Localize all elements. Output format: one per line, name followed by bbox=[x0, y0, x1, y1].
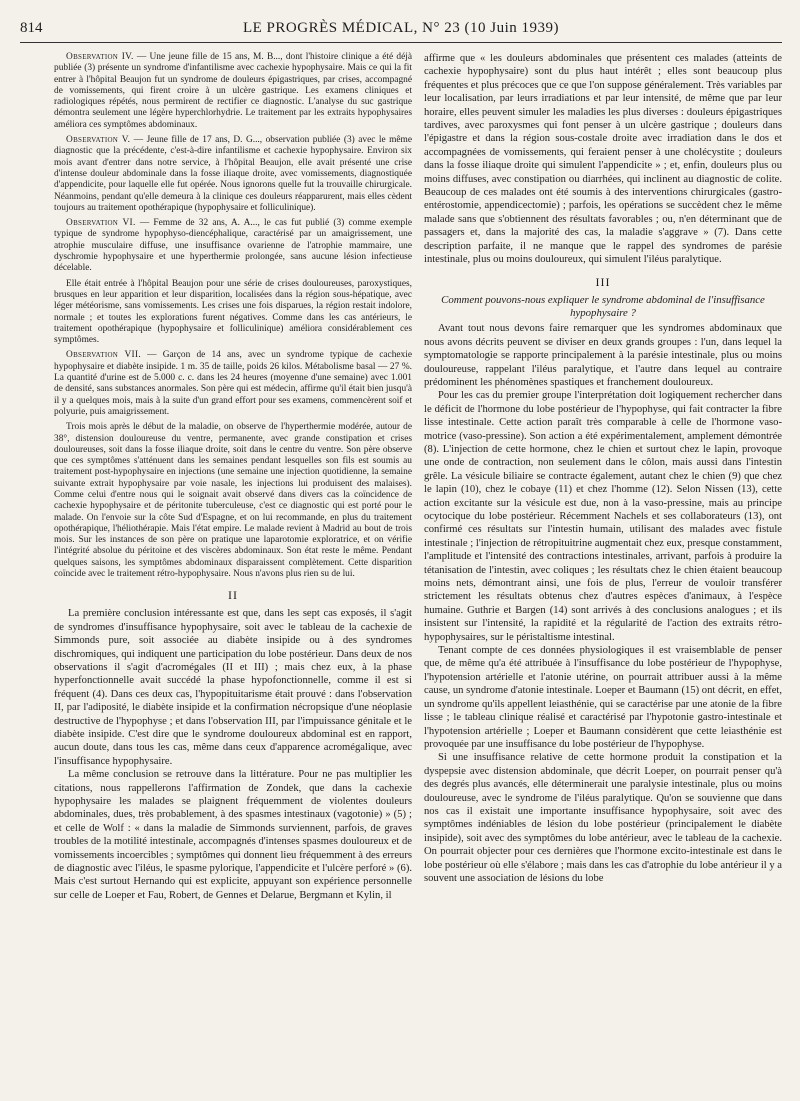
section-2-paragraph-1: La première conclusion intéressante est que, dans les sept cas exposés, il s'agit de syndromes d'insuffisance hypophysaire, soit avec le tableau de la cachexie de Simmonds pure, soit associée au diabète insipide ou à des syndromes dischromiques, qui indiquent une participation du lobe postérieur. Dans deux de nos observations il s'agit d'acromégales (II et III) ; mais chez eux, à la phase hyperfonctionnelle avait succédé la phase hypofonctionnelle, comme il est si fréquent (4). Dans ces deux cas, l'hypopituitarisme était prouvé : dans l'observation II, par l'adiposité, le diabète insipide et la confirmation nécropsique d'une néoplasie destructive de l'hypophyse ; et dans l'observation III, par l'impuissance génitale et le diabète insipide. C'est dire que le syndrome douloureux abdominal est en rapport, aucun doute, dans tous les cas, même dans ceux d'apparence acromégalique, avec l'insuffisance hypophysaire. bbox=[54, 608, 412, 767]
observation-6-text: — Femme de 32 ans, A. A..., le cas fut publié (3) comme exemple typique de syndrome hypophyso-diencéphalique, caractérisé par un amaigrissement, une atrophie musculaire diffuse, une insuffisance ovarienne de l'atrophie mammaire, une dyschromie hypophysaire et une hyperthermie prolongée, sans aucune lésion infectieuse décelable. bbox=[54, 218, 412, 274]
observation-4-label: Observation IV. bbox=[66, 52, 134, 62]
observation-5-text: — Jeune fille de 17 ans, D. G..., observation publiée (3) avec le même diagnostic que la précédente, c'est-à-dire infantilisme et cachexie hypophysaire. Environ six mois avant d'entrer dans notre service, à l'hôpital Beaujon, elle avait présenté une crise d'intense douleur abdominale dans la fosse iliaque droite, avec vomissements, diagnostiquée d'appendicite, pour laquelle elle fut opérée. Nous ignorons quelle fut la trouvaille chirurgicale. Néanmoins, pendant qu'elle demeura à la clinique ces douleurs réapparurent, mais elles cèdent toujours au traitement opothérapique (hypophysaire et folliculinique). bbox=[54, 135, 412, 213]
section-2-paragraph-2: La même conclusion se retrouve dans la littérature. Pour ne pas multiplier les citations, nous rappellerons l'affirmation de Zondek, que dans la cachexie hypophysaire les malades se plaignent fréquemment de violentes douleurs abdominales, dues, très probablement, à des spasmes intestinaux (vagotonie) » (5) ; et celle de Wolf : « dans la maladie de Simmonds surviennent, parfois, de graves troubles de la motilité intestinale, accompagnés d'intenses spasmes douloureux et de vomissements incoercibles ; symptômes qui donnent lieu fréquemment à des erreurs de diagnostic avec l'iléus, le spasme pylorique, l'appendicite et l'ulcère perforé » (6). Mais c'est surtout Hernando qui est explicite, appuyant son expérience personnelle sur celle de Loeper et Fau, Robert, de Gennes et Delarue, Bergmann et Kylin, il bbox=[54, 769, 412, 901]
running-title: LE PROGRÈS MÉDICAL, N° 23 (10 Juin 1939) bbox=[242, 20, 559, 36]
section-3-paragraph-2: Pour les cas du premier groupe l'interprétation doit logiquement rechercher dans le déficit de l'hormone du lobe postérieur de l'hypophyse, qui fait contracter la fibre lisse intestinale. Cette action paraît très comparable à celle de l'hormone vaso-motrice (vaso-pressine). Son action a été expérimentalement, amplement démontrée (8). L'injection de cette hormone, chez le chien et surtout chez le lapin, provoque une onde de contraction, non seulement dans le côlon, mais aussi dans l'intestin grêle. La vésicule biliaire se contracte également, autant chez le chien (9) que chez le lapin (10), chez le cobaye (11) et chez l'homme (12). Selon Nissen (13), cette action excitante sur la vésicule est due, non à la vaso-pressine, mais au principe ocytocique du lobe postérieur. Récemment Nachels et ses collaborateurs (13), ont confirmé ces résultats sur l'intestin humain, utilisant des malades avec fistule intestinale ; l'injection de rétropituitrine augmentait chez eux, presque constamment, l'amplitude et l'intensité des contractions intestinales, arrivant, parfois à produire la tétanisation de l'intestin, avec coliques ; les résultats chez le chien étaient beaucoup moins nets, démontrant ainsi, une fois de plus, l'erreur de vouloir transférer strictement les résultats obtenus chez d'autres espèces d'animaux, à l'espèce humaine. Guthrie et Bargen (14) sont arrivés à des conclusions analogues ; et ils insistent sur l'intensité, la rapidité et la régularité de l'action des extraits rétro-hypophysaires, sur le péristaltisme intestinal. bbox=[424, 390, 782, 643]
observation-7-label: Observation VII. bbox=[66, 350, 142, 361]
observation-5-label: Observation V. bbox=[66, 135, 131, 146]
observation-4-text: — Une jeune fille de 15 ans, M. B..., dont l'histoire clinique a été déjà publiée (3) présente un syndrome d'infantilisme avec cachexie hypophysaire. Mais ce qui la fit entrer à l'hôpital Beaujon fut un syndrome de douleurs épigastriques, par crises, accompagné de vomissements, qui firent croire à un ulcère gastrique. Les examens cliniques et radiologiques répétés, nous permirent de rectifier ce diagnostic. L'analyse du suc gastrique démontra seulement une légère hyperchlorhydrie. Le traitement par les extraits hypophysaires améliora ces symptômes abdominaux. bbox=[54, 52, 412, 130]
observation-7-text: — Garçon de 14 ans, avec un syndrome typique de cachexie hypophysaire et diabète insipide. 1 m. 35 de taille, poids 26 kilos. Métabolisme basal — 27 %. La quantité d'urine est de 5.000 c. c. dans les 24 heures (moyenne d'une semaine) avec 1.001 de densité, sans substances anormales. Son père qui est médecin, affirme qu'il était bien jusqu'à il y a quelques mois, mais à la suite d'un grand effort pour ses examens, commencèrent soif et polyurie, puis amaigrissement. bbox=[54, 350, 412, 417]
page-number: 814 bbox=[20, 20, 43, 36]
section-3-subtitle: Comment pouvons-nous expliquer le syndrome abdominal de l'insuffisance hypophysaire ? bbox=[441, 293, 765, 319]
section-3-paragraph-3: Tenant compte de ces données physiologiques il est vraisemblable de penser que, de même qu'a été attribuée à l'insuffisance du lobe postérieur de l'hypophyse, l'hypotension artérielle et l'atonie utérine, on pourrait attribuer aussi à la même cause, un syndrome d'atonie intestinale. Loeper et Baumann (15) ont décrit, en effet, un syndrome qu'ils appellent leiasthénie, qui se caractérise par une atonie de la fibre lisse ; le tableau clinique réalisé et caractérisé par l'hypotonie gastro-intestinale et l'hypotension artérielle ; Loeper et Baumann considèrent que cette leiasthénie est provoquée par une insuffisance du lobe postérieur de l'hypophyse. bbox=[424, 645, 782, 750]
observation-7-continued: Trois mois après le début de la maladie, on observe de l'hyperthermie modérée, autour de 38°, distension douloureuse du ventre, permanente, avec grande constipation et crises douloureuses, soit dans la fosse iliaque droite, soit dans le centre du ventre. Son père observe que ces symptômes s'atténuent dans les semaines pendant lesquelles son fils est soumis au traitement post-hypophysaire en injections (une semaine une injection quotidienne, la semaine suivante extrait hypophysaire par voie nasale, les injections lui produisent des malaises). Comme celui d'entre nous qui le soignait avait observé dans divers cas la coïncidence de cachexie hypophysaire et de péritonite tuberculeuse, c'est ce diagnostic qui est porté pour le malade. On l'envoie sur la côte Sud d'Espagne, et on lui recommande, en plus du traitement opothérapique, l'héliothérapie. Mais l'état empire. Le malade revient à Madrid au bout de trois mois. Sur les instances de son père on pratique une laparotomie exploratrice, et on vérifie l'intégrité absolue du péritoine et des viscères abdominaux. Son état reste le même. Pendant quelques saisons, les symptômes abdominaux disparaissent complètement. Cette disparition coïncide avec le traitement rétro-hypophysaire. Nous n'avons plus rien su de lui. bbox=[54, 422, 412, 580]
continued-paragraph: affirme que « les douleurs abdominales que présentent ces malades (atteints de cachexie hypophysaire) sont du plus haut intérêt ; elles sont beaucoup plus fréquentes et plus précoces que ce que l'on suppose généralement. Très variables par leur localisation, par leurs irradiations et par leur intensité, de même que par leur horaire, elles peuvent simuler les maladies les plus diverses : douleurs épigastriques tardives, avec paroxysmes qui font penser à un ulcère gastrique ; douleurs dans l'épigastre et dans la région sous-costale droite avec irradiation dans le dos et accompagnées de vomissements, qui feraient penser à une cholécystite ; douleurs dans la fosse iliaque droite qui simulent l'appendicite » ; et, enfin, douleurs plus ou moins diffuses, avec constipation ou diarrhées, qui inclinent au diagnostic de colite. Beaucoup de ces malades ont été soumis à des interventions chirurgicales (gastro-entérostomie, appendicectomie) ; parfois, les opérations se succèdent chez le même malade sans que s'obtiennent des résultats favorables ; ou, n'en déterminant que de passagers et, dans la majorité des cas, la maladie s'aggrave » (7). Dans cette description parfaite, il ne manque que le rappel des syndromes de parésie intestinale, plus ou moins douloureux, qui simulent l'iléus paralytique. bbox=[424, 53, 782, 266]
left-column bbox=[54, 52, 412, 1092]
observation-5 bbox=[54, 135, 412, 214]
page-header bbox=[20, 20, 782, 43]
observation-7 bbox=[54, 350, 412, 418]
section-heading-2: II bbox=[228, 588, 238, 603]
section-3-paragraph-4: Si une insuffisance relative de cette hormone produit la constipation et la dyspepsie avec distension abdominale, que décrit Loeper, on pourrait penser qu'à des degrés plus avancés, elle déterminerait une paralysie intestinale, plus ou moins douloureuse, avec le syndrome de l'iléus paralytique. Qu'on se souvienne que dans nos cas il existait une importante insuffisance hypophysaire, soit avec des symptômes indéniables de lésion du lobe postérieur (principalement le diabète insipide), soit avec des symptômes du lobe antérieur, avec le tableau de la cachexie. On pourrait objecter pour ces dernières que l'hormone excito-intestinale est dans le lobe postérieur où elle s'élabore ; mais dans les cas d'atrophie du lobe antérieur il y a souvent une association de lésions du lobe bbox=[424, 752, 782, 884]
observation-6-label: Observation VI. bbox=[66, 218, 136, 229]
observation-4 bbox=[54, 52, 412, 131]
section-3-paragraph-1: Avant tout nous devons faire remarquer que les syndromes abdominaux que nous avons décrits peuvent se diviser en deux grands groupes : l'un, dans lequel la symptomatologie se rapporte principalement à la parésie intestinale, plus ou moins douloureuse, rappelant l'iléus paralytique, et l'autre dans lequel au contraire prédominent les phénomènes spastiques et franchement douloureux. bbox=[424, 323, 782, 388]
observation-6 bbox=[54, 218, 412, 274]
observation-6-continued: Elle était entrée à l'hôpital Beaujon pour une série de crises douloureuses, paroxystiques, brusques en leur apparition et leur disparition, localisées dans la région sous-hépatique, avec léger météorisme, sans vomissements. Les crises une fois disparues, la région restait indolore, normale ; et toutes les explorations furent négatives. Comme dans les cas antérieurs, le traitement opothérapique (hypophysaire et folliculinique) améliora considérablement ces symptômes. bbox=[54, 278, 412, 346]
section-heading-3: III bbox=[595, 274, 611, 289]
right-column bbox=[424, 52, 782, 1092]
